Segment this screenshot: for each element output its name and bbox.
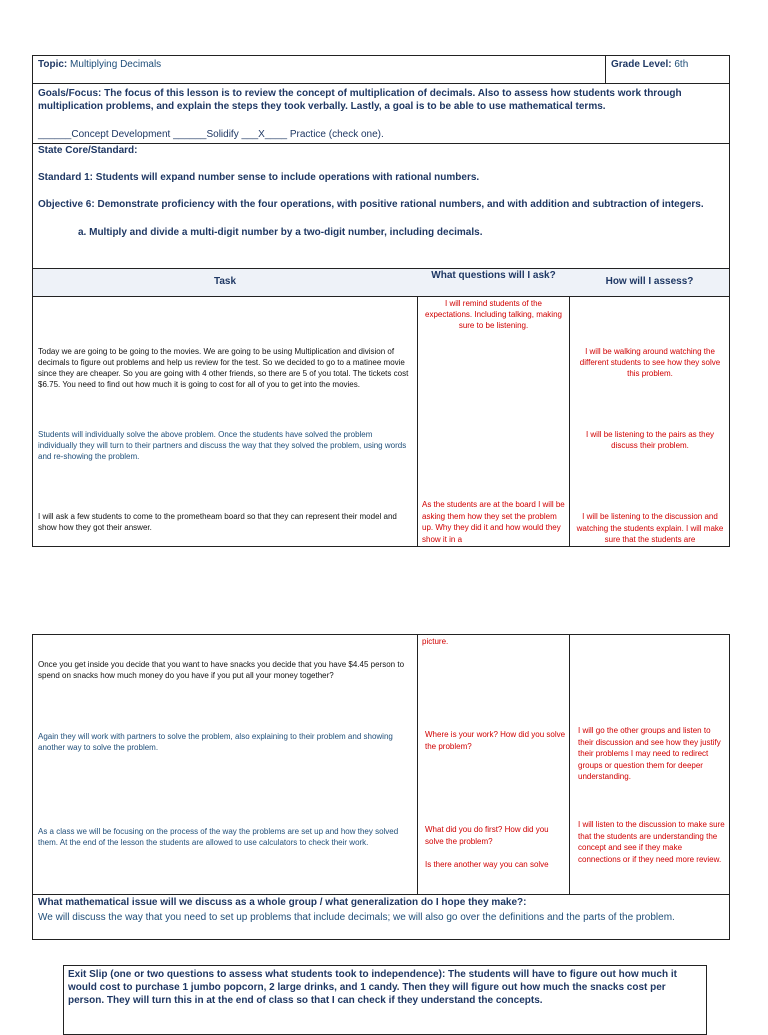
goals-text: The focus of this lesson is to review the concept of multiplication of decimals. Also to assess how students work through multiplication problems, and explain the steps they took verbally. Lastly, a goal is to be able to use mathematical terms.	[38, 88, 682, 112]
topic	[38, 59, 161, 71]
topic-value: Multiplying Decimals	[70, 59, 162, 70]
task-5: Again they will work with partners to solve the problem, also explaining to their problem and showing another way to solve the problem.	[38, 732, 393, 752]
question-1: I will remind students of the expectations. Including talking, making sure to be listening.	[425, 299, 562, 330]
divider	[569, 268, 570, 547]
col-questions-header: What questions will I ask?	[431, 270, 556, 281]
issue-text: We will discuss the way that you need to set up problems that include decimals; we will also go over the definitions and the parts of the problem.	[38, 912, 675, 923]
divider	[32, 143, 730, 144]
assess-1: I will be walking around watching the different students to see how they solve this problem.	[579, 347, 721, 378]
assess-3: I will be listening to the discussion and watching the students explain. I will make sure that the students are	[576, 512, 724, 544]
divider	[32, 296, 730, 297]
task-4: Once you get inside you decide that you want to have snacks you decide that you have $4.45 person to spend on snacks how much money do you have if you put all your money together?	[38, 660, 405, 680]
task-6: As a class we will be focusing on the process of the way the problems are set up and how they solved them. At the end of the lesson the students are allowed to use calculators to check their work.	[38, 827, 399, 847]
col-task-header: Task	[213, 276, 237, 287]
grade-level	[611, 59, 688, 71]
divider	[32, 83, 730, 84]
standard-label: State Core/Standard:	[38, 145, 138, 156]
exit-slip-label: Exit Slip	[68, 969, 108, 980]
goals-label: Goals/Focus:	[38, 88, 102, 99]
objective-6: Objective 6: Demonstrate proficiency with the four operations, with positive rational numbers, and with addition and subtraction of integers.	[38, 199, 704, 210]
topic-label: Topic:	[38, 59, 68, 70]
item-a: a. Multiply and divide a multi-digit number by a two-digit number, including decimals.	[78, 227, 483, 238]
check-line: ______Concept Development ______Solidify ___X____ Practice (check one).	[38, 129, 384, 140]
divider	[605, 55, 606, 83]
divider	[32, 894, 730, 895]
assess-2: I will be listening to the pairs as they discuss their problem.	[585, 430, 715, 450]
exit-slip	[68, 968, 702, 1007]
goals	[38, 87, 726, 113]
divider	[417, 634, 418, 894]
question-5: Where is your work? How did you solve the problem?	[425, 730, 566, 751]
divider	[417, 268, 418, 547]
task-3: I will ask a few students to come to the prometheam board so that they can represent their model and show how they got their answer.	[38, 512, 397, 532]
task-2: Students will individually solve the above problem. Once the students have solved the problem individually they will turn to their partners and discuss the way that they solved the problem, using words and re-showing the problem.	[38, 430, 407, 461]
grade-label: Grade Level:	[611, 59, 672, 70]
question-6a: What did you do first? How did you solve the problem?	[425, 825, 549, 846]
question-3-continued: picture.	[422, 637, 449, 646]
col-assess-header: How will I assess?	[605, 276, 694, 287]
divider	[569, 634, 570, 894]
grade-value: 6th	[674, 59, 689, 70]
assess-6: I will listen to the discussion to make sure that the students are understanding the concept and see if they make connections or if they need more review.	[578, 820, 725, 864]
issue-label: What mathematical issue will we discuss as a whole group / what generalization do I hope they make?:	[38, 897, 527, 908]
exit-slip-text: (one or two questions to assess what students took to independence): The students will have to figure out how much it would cost to purchase 1 jumbo popcorn, 2 large drinks, and 1 candy. Then they will figure out how much the snacks cost per person. They will turn this in at the end of class so that I can check if they understand the concepts.	[68, 969, 677, 1006]
question-6b: Is there another way you can solve	[425, 860, 549, 869]
standard-1: Standard 1: Students will expand number sense to include operations with rational numbers.	[38, 172, 480, 183]
assess-5: I will go the other groups and listen to their discussion and see how they justify their problems I may need to redirect groups or question them for deeper understanding.	[578, 726, 721, 781]
question-3: As the students are at the board I will be asking them how they set the problem up. Why they did it and how would they show it in a	[422, 500, 565, 544]
task-1: Today we are going to be going to the movies. We are going to be using Multiplication and division of decimals to figure out problems and help us review for the test. So we decided to go to a matinee movie since they are cheaper. So you are going with 4 other friends, so there are 5 of you total. The tickets cost $6.75. You need to find out how much it is going to cost for all of you to get into the movies.	[38, 347, 409, 389]
